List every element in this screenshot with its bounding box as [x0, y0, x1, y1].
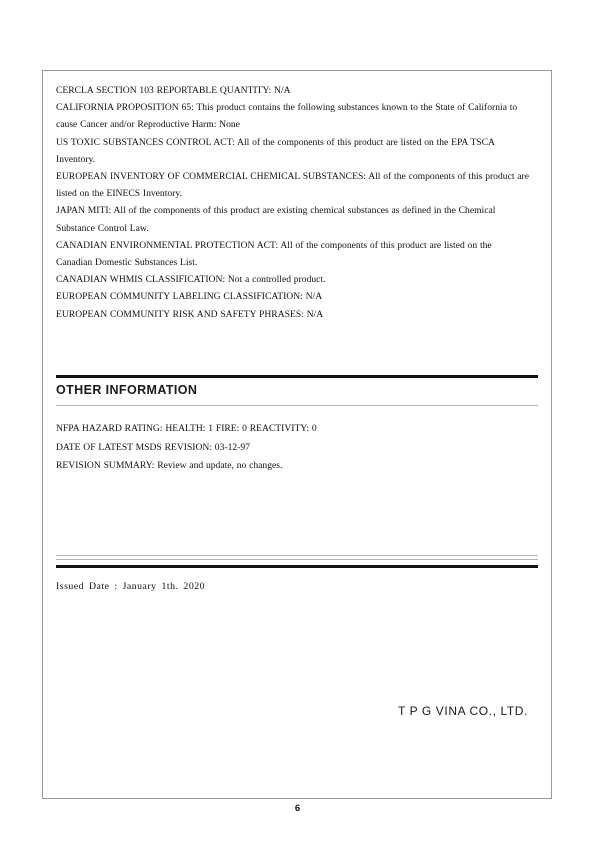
footer-divider-thin-2: [56, 559, 538, 560]
regulatory-information: [56, 82, 530, 323]
california-prop65-statement: CALIFORNIA PROPOSITION 65: This product contains the following substances known to the State of California to cause Cancer and/or Reproductive Harm: None: [56, 102, 518, 131]
footer-divider-thick: [56, 565, 538, 568]
eu-risk-safety-statement: EUROPEAN COMMUNITY RISK AND SAFETY PHRASES: N/A: [56, 308, 324, 320]
canadian-cepa-statement: CANADIAN ENVIRONMENTAL PROTECTION ACT: All of the components of this product are listed on the Canadian Domestic Substances List.: [56, 239, 492, 269]
nfpa-hazard-rating: NFPA HAZARD RATING: HEALTH: 1 FIRE: 0 REACTIVITY: 0: [56, 423, 317, 434]
footer-divider-thin-1: [56, 555, 538, 556]
revision-summary: REVISION SUMMARY: Review and update, no changes.: [56, 460, 283, 471]
japan-miti-statement: JAPAN MITI: All of the components of this product are existing chemical substances as defined in the Chemical Substance Control Law.: [56, 205, 496, 234]
whmis-statement: CANADIAN WHMIS CLASSIFICATION: Not a controlled product.: [56, 274, 326, 286]
page-number: 6: [294, 803, 301, 814]
section-title: OTHER INFORMATION: [56, 383, 198, 397]
section-divider-top: [56, 375, 538, 378]
section-title-underline: [56, 405, 538, 406]
einecs-statement: EUROPEAN INVENTORY OF COMMERCIAL CHEMICAL SUBSTANCES: All of the components of this product are listed on the EINECS Inventory.: [56, 171, 530, 200]
cercla-statement: CERCLA SECTION 103 REPORTABLE QUANTITY: N/A: [56, 85, 291, 96]
eu-labeling-statement: EUROPEAN COMMUNITY LABELING CLASSIFICATION: N/A: [56, 291, 323, 303]
latest-revision-date: DATE OF LATEST MSDS REVISION: 03-12-97: [56, 441, 250, 453]
tsca-statement: US TOXIC SUBSTANCES CONTROL ACT: All of the components of this product are listed on the EPA TSCA Inventory.: [56, 136, 495, 165]
issued-date: Issued Date : January 1th. 2020: [56, 581, 206, 592]
company-name: T P G VINA CO., LTD.: [397, 704, 528, 718]
other-information-body: [56, 420, 530, 476]
